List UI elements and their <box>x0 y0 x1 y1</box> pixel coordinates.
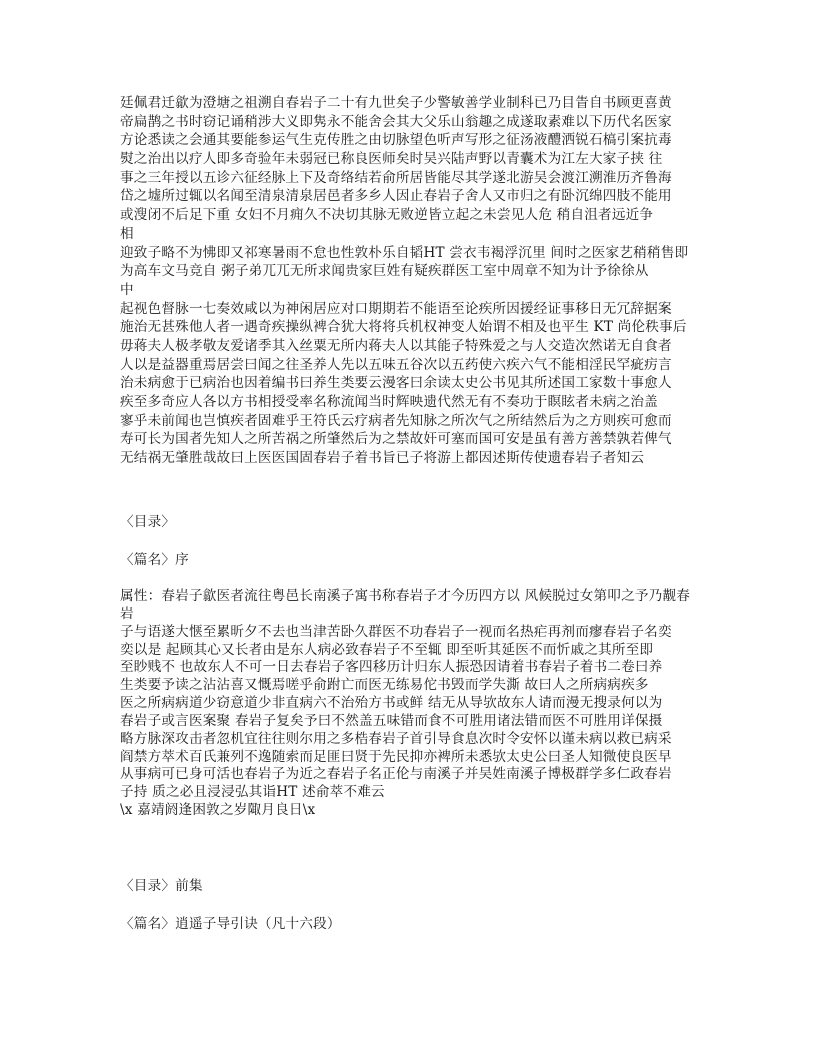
text-line: 施治无甚殊他人者一遇奇疾操纵裨合犹大将将兵机权神变人始谓不相及也平生 KT 尚伦秩事后 <box>120 319 687 336</box>
text-line: 熨之治出以疗人即多奇验年未弱冠已称良医师矣时吴兴陆声野以青囊术为江左大家子挟 往 <box>120 151 663 168</box>
text-line: 至眇贱不 也故东人不可一日去春岩子客四移历计归东人振恐因请着书春岩子着书二卷曰养 <box>120 659 663 676</box>
text-line: 岩 <box>120 605 134 622</box>
text-line: 廷佩君迁歙为澄塘之祖溯自春岩子二十有九世矣子少警敏善学业制科已乃目眚自书顾更喜黄 <box>120 95 672 111</box>
text-line: 阎禁方萃术百氏兼列不逸随索而足匪曰贤于先民抑亦裨所未悉欤太史公曰圣人知微使良医早 <box>120 748 672 765</box>
text-line: 帝扁鹊之书时窃记诵稍涉大义即隽永不能舍会其大父乐山翁趣之成遂取素难以下历代名医家 <box>120 113 672 130</box>
text-line: 寥乎未前闻也岂慎疾者固难乎王符氏云疗病者先知脉之所次气之所结然后为之方则疾可愈而 <box>120 412 672 429</box>
text-line: 医之所病病道少窃意道少非直病六不治殆方书或鲜 结无从导欤故东人请而漫无搜录何以为 <box>120 695 663 712</box>
text-line: 方论悉读之会通其要能参运气生克传胜之由切脉望色听声写形之征汤液醴洒锐石槁引案抗毒 <box>120 132 672 149</box>
text-line: 略方脉深攻击者忽机宜往往则尔用之多梏春岩子首引导食息次时令安怀以谨未病以救已病采 <box>120 730 672 747</box>
text-line: 相 <box>120 225 134 242</box>
toc-heading: 〈目录〉 <box>120 514 176 530</box>
text-line: 迎致子略不为怫即又祁寒暑雨不怠也性敦朴乐自韬HT 尝衣韦褐浮沉里 间时之医家艺稍稍售即 <box>120 244 689 261</box>
text-line: 从事病可已身可活也春岩子为近之春岩子名正伦与南溪子并吴姓南溪子博极群学多仁政春岩 <box>120 766 672 783</box>
text-line: 子持 质之必且浸浸弘其诣HT 述俞萃不难云 <box>120 784 385 801</box>
text-line: 生类要予读之沾沾喜又慨焉嗟乎俞跗亡而医无练易佗书毁而学失澌 故曰人之所病病疾多 <box>120 677 649 694</box>
text-line: 或溲闭不后足下重 女妇不月痈久不决切其脉无败逆皆立起之未尝见人危 稍自沮者远近争 <box>120 207 654 224</box>
text-line: 奕以是 起顾其心又长者由是东人病必致春岩子不至辄 即至听其延医不而忻戚之其所至即 <box>120 641 654 658</box>
preface-paragraph-2 <box>120 588 710 820</box>
text-line: 起视色督脉一七奏效咸以为神闲居应对口期期若不能语至论疾所因援经证事移日无冗辞据案 <box>120 300 672 317</box>
text-line: 无结祸无肇胜哉故曰上医医国固春岩子着书旨已子将游上都因述斯传使遗春岩子者知云 <box>120 450 645 467</box>
chapter-title-preface: 〈篇名〉序 <box>120 552 189 568</box>
toc-heading-front-collection: 〈目录〉前集 <box>120 878 203 894</box>
chapter-title-daoyin: 〈篇名〉逍遥子导引诀（凡十六段） <box>120 916 341 932</box>
text-line: 人以是益器重焉居尝曰闻之往圣养人先以五味五谷次以五药使六疾六气不能相淫民罕疵疠言 <box>120 356 672 373</box>
text-line: 子与语遂大惬至累昕夕不去也当津苦卧久群医不功春岩子一视而名热疟再剂而瘳春岩子名奕 <box>120 623 672 640</box>
text-line: 疾至多奇应人各以方书相授受率名称流闻当时辉映遗代然无有不奏功于瞑眩者未病之治盖 <box>120 394 658 410</box>
text-line: 岱之墟所过辄以名闻至清泉清泉居邑者多乡人因止春岩子舍人又市归之有卧沉绵四肢不能用 <box>120 188 672 205</box>
preface-paragraph-1 <box>120 94 710 468</box>
text-line: 寿可长为国者先知人之所苦祸之所肇然后为之禁故奸可塞而国可安是虽有善方善禁孰若俾气 <box>120 431 672 448</box>
text-line: 毋蒋夫人极孝敬友爱诸季其入丝粟无所内蒋夫人以其能子特殊爱之与人交造次然诺无自食者 <box>120 337 672 354</box>
text-line: 为高车文马竞自 粥子弟兀兀无所求闻贵家巨姓有疑疾群医工室中周章不知为计予徐徐从 <box>120 263 649 280</box>
text-line: \x 嘉靖阏逢困敦之岁陬月良日\x <box>120 802 316 819</box>
text-line: 春岩子或言医案聚 春岩子复矣予曰不然盖五味错而食不可胜用诸法错而医不可胜用详保摄 <box>120 712 663 729</box>
text-line: 事之三年授以五诊六征经脉上下及奇络结若俞所居皆能尽其学遂北游吴会渡江溯淮历齐鲁海 <box>120 169 672 186</box>
text-line: 属性：春岩子歙医者流往粤邑长南溪子寓书称春岩子才今历四方以 风候脱过女第叩之予乃觏春 <box>120 588 691 604</box>
text-line: 中 <box>120 281 134 298</box>
text-line: 治未病愈于已病治也因着编书曰养生类要云漫客曰余读太史公书见其所述国工家数十事愈人 <box>120 375 672 392</box>
